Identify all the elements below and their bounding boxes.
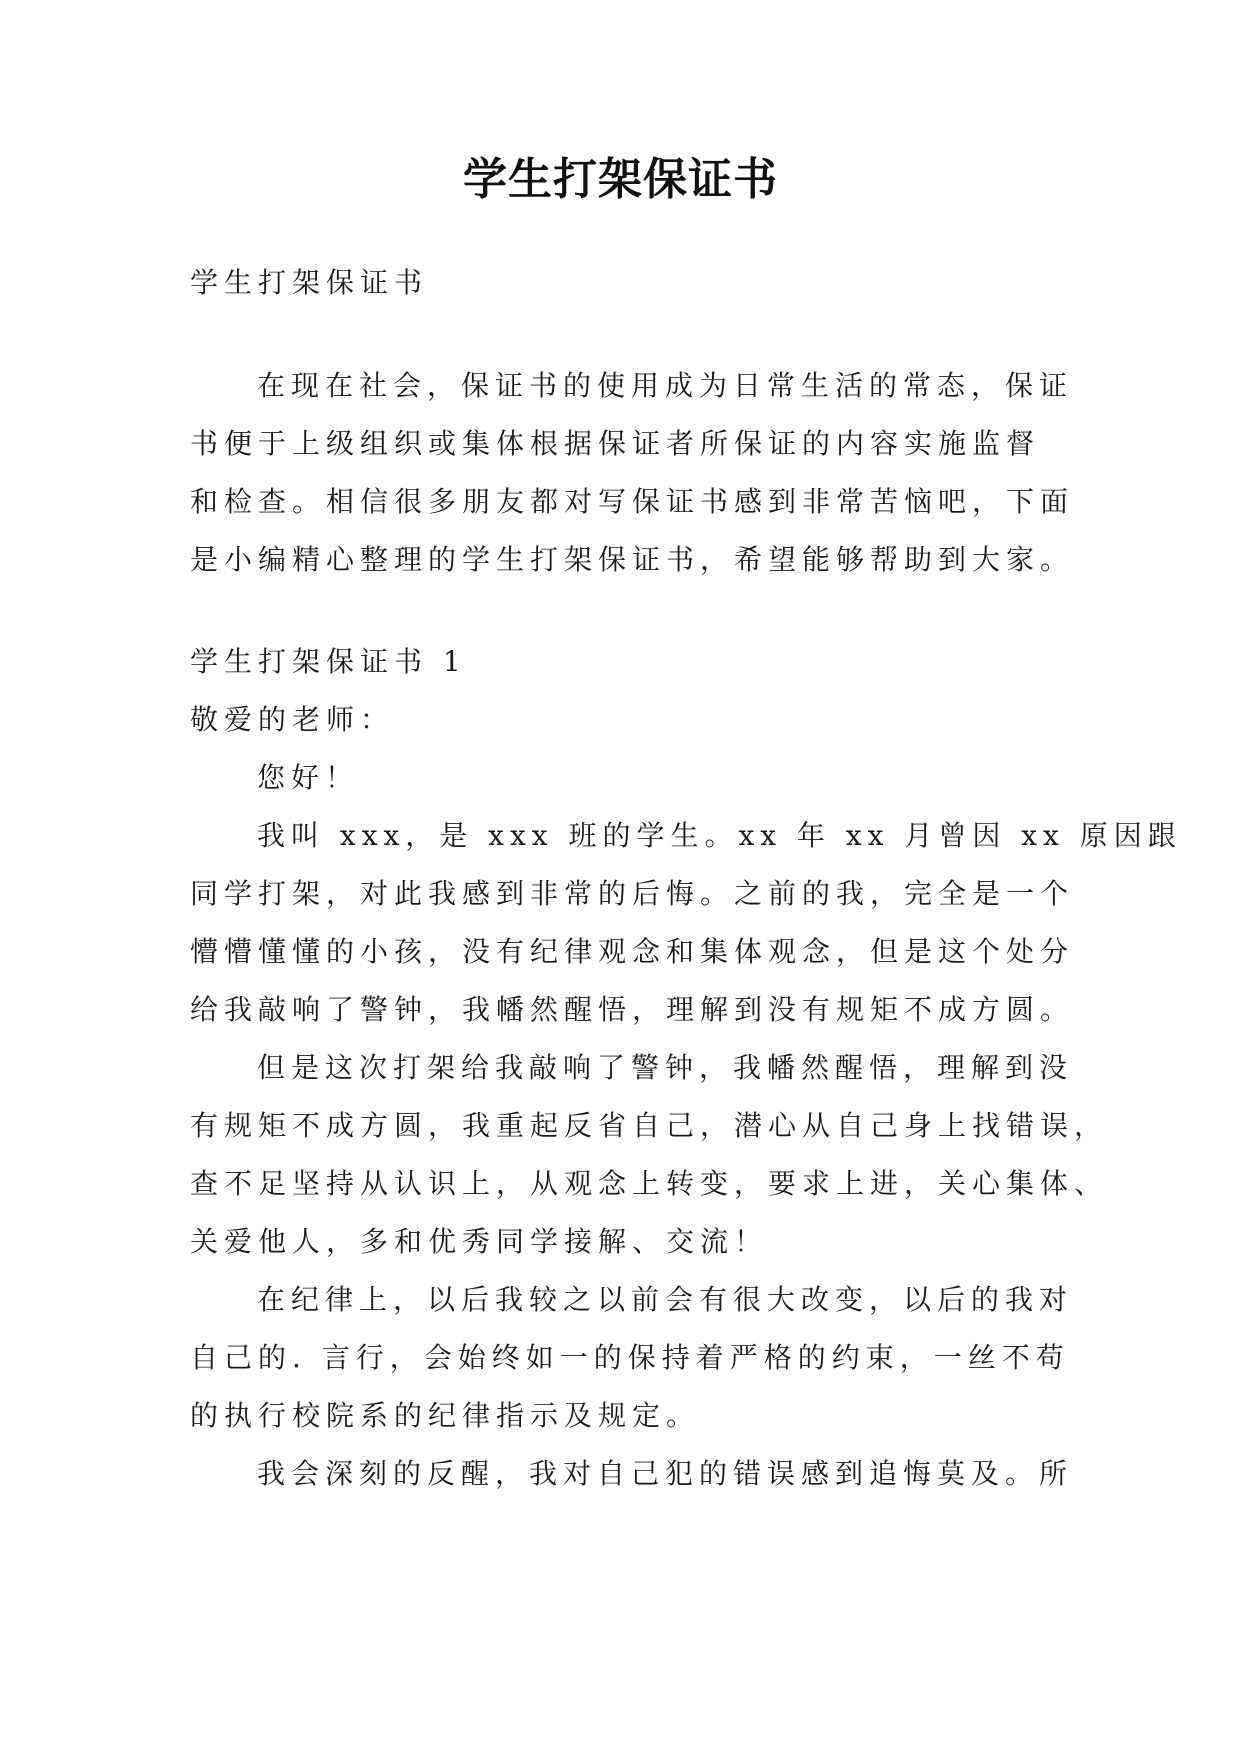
paragraph1-line-3: 懵懵懂懂的小孩，没有纪律观念和集体观念，但是这个处分 xyxy=(190,935,1075,968)
intro-line-4: 是小编精心整理的学生打架保证书，希望能够帮助到大家。 xyxy=(190,543,1075,576)
paragraph2-line-2: 有规矩不成方圆，我重起反省自己，潜心从自己身上找错误， xyxy=(190,1109,1109,1142)
paragraph1-line-1: 我叫 xxx，是 xxx 班的学生。xx 年 xx 月曾因 xx 原因跟 xyxy=(257,819,1182,852)
paragraph1-line-2: 同学打架，对此我感到非常的后悔。之前的我，完全是一个 xyxy=(190,877,1075,910)
salutation: 敬爱的老师： xyxy=(190,703,395,736)
section-heading: 学生打架保证书 1 xyxy=(190,645,467,678)
intro-line-2: 书便于上级组织或集体根据保证者所保证的内容实施监督 xyxy=(190,427,1041,460)
paragraph3-line-1: 在纪律上，以后我较之以前会有很大改变，以后的我对 xyxy=(257,1283,1074,1316)
document-title: 学生打架保证书 xyxy=(463,154,778,205)
subtitle: 学生打架保证书 xyxy=(190,266,429,299)
paragraph2-line-4: 关爱他人，多和优秀同学接解、交流！ xyxy=(190,1225,769,1258)
paragraph3-line-2: 自己的. 言行，会始终如一的保持着严格的约束，一丝不苟 xyxy=(190,1341,1070,1374)
paragraph2-line-1: 但是这次打架给我敲响了警钟，我幡然醒悟，理解到没 xyxy=(257,1051,1074,1084)
greeting: 您好！ xyxy=(257,761,360,794)
intro-line-1: 在现在社会，保证书的使用成为日常生活的常态，保证 xyxy=(257,369,1074,402)
paragraph3-line-3: 的执行校院系的纪律指示及规定。 xyxy=(190,1399,701,1432)
paragraph1-line-4: 给我敲响了警钟，我幡然醒悟，理解到没有规矩不成方圆。 xyxy=(190,993,1075,1026)
paragraph4-line-1: 我会深刻的反醒，我对自己犯的错误感到追悔莫及。所 xyxy=(257,1457,1074,1490)
intro-line-3: 和检查。相信很多朋友都对写保证书感到非常苦恼吧，下面 xyxy=(190,485,1075,518)
paragraph2-line-3: 查不足坚持从认识上，从观念上转变，要求上进，关心集体、 xyxy=(190,1167,1109,1200)
